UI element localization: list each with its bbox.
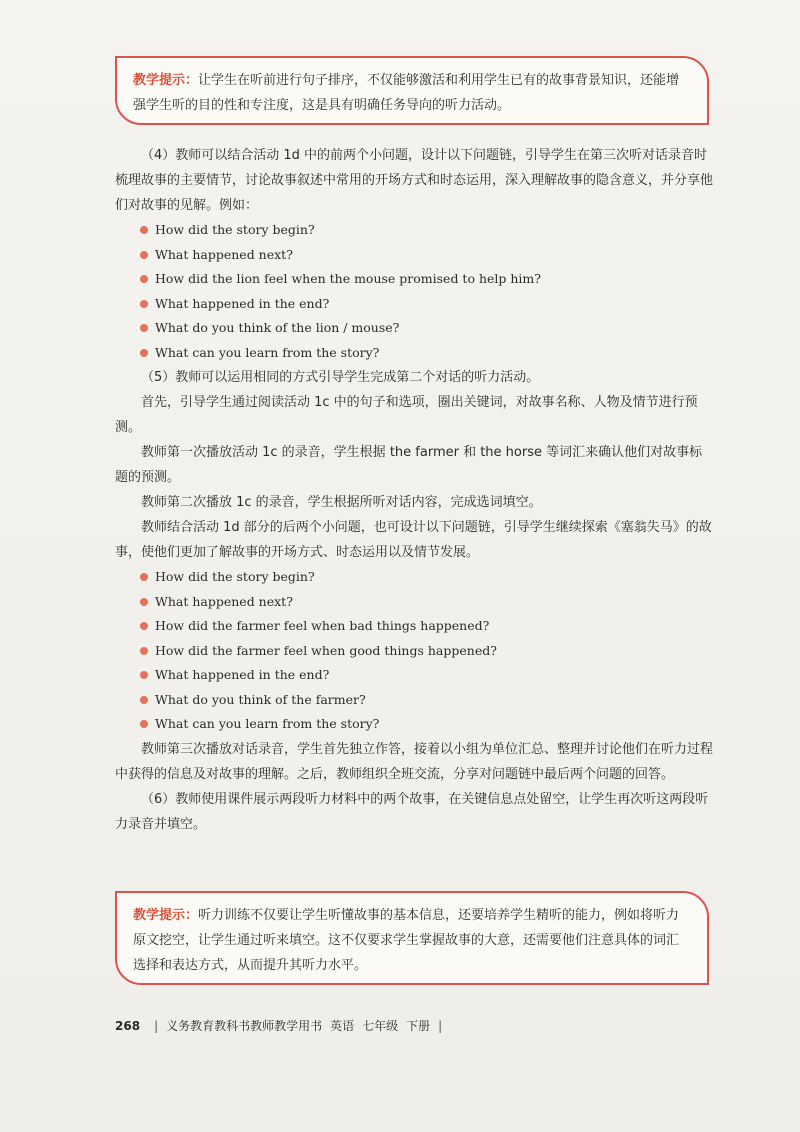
bullet-dot-icon [140,573,148,581]
bullet-dot-icon [140,275,148,283]
tip-text: 让学生在听前进行句子排序，不仅能够激活和利用学生已有的故事背景知识，还能增强学生听的目的性和专注度，这是具有明确任务导向的听力活动。 [133,73,680,113]
bullet-dot-icon [140,622,148,630]
question-list-2 [115,565,715,737]
teaching-tip-box [115,56,709,125]
bullet-dot-icon [140,696,148,704]
list-item: How did the story begin? [115,218,715,243]
bullet-dot-icon [140,720,148,728]
main-content [115,143,715,837]
list-item: How did the farmer feel when bad things happened? [115,614,715,639]
bullet-dot-icon [140,598,148,606]
list-item: What happened next? [115,590,715,615]
list-item: What do you think of the lion / mouse? [115,316,715,341]
tip-text: 听力训练不仅要让学生听懂故事的基本信息，还要培养学生精听的能力，例如将听力原文挖空，让学生通过听来填空。这不仅要求学生掌握故事的大意，还需要他们注意具体的词汇选择和表达方式，从而提升其听力水平。 [133,908,680,973]
bullet-dot-icon [140,671,148,679]
paragraph-5: （5）教师可以运用相同的方式引导学生完成第二个对话的听力活动。 [141,370,540,385]
paragraph-5b: 教师第一次播放活动 1c 的录音，学生根据 the farmer 和 the horse 等词汇来确认他们对故事标题的预测。 [115,445,703,485]
page-number: 268 [115,1018,141,1033]
grade: 七年级 [362,1019,399,1033]
paragraph-5e: 教师第三次播放对话录音，学生首先独立作答，接着以小组为单位汇总、整理并讨论他们在听力过程中获得的信息及对故事的理解。之后，教师组织全班交流，分享对问题链中最后两个问题的回答。 [115,741,714,782]
paragraph-5d: 教师结合活动 1d 部分的后两个小问题，也可设计以下问题链，引导学生继续探索《塞翁失马》的故事，使他们更加了解故事的开场方式、时态运用以及情节发展。 [115,520,712,560]
list-item: How did the farmer feel when good things happened? [115,639,715,664]
subject: 英语 [330,1019,355,1033]
paragraph-5c: 教师第二次播放 1c 的录音，学生根据所听对话内容，完成选词填空。 [141,495,542,510]
list-item: What can you learn from the story? [115,712,715,737]
paragraph-5a: 首先，引导学生通过阅读活动 1c 中的句子和选项，圈出关键词，对故事名称、人物及情节进行预测。 [115,395,698,435]
bullet-dot-icon [140,647,148,655]
footer-separator-end: | [438,1018,443,1033]
tip-label: 教学提示： [133,908,199,923]
bullet-dot-icon [140,324,148,332]
bullet-dot-icon [140,349,148,357]
volume: 下册 [406,1019,431,1033]
list-item: What happened next? [115,243,715,268]
paragraph-6: （6）教师使用课件展示两段听力材料中的两个故事，在关键信息点处留空，让学生再次听这两段听力录音并填空。 [115,791,709,832]
footer-separator: | [154,1018,159,1033]
paragraph-4: （4）教师可以结合活动 1d 中的前两个小问题，设计以下问题链，引导学生在第三次听对话录音时梳理故事的主要情节，讨论故事叙述中常用的开场方式和时态运用，深入理解故事的隐含意义，并分享他们对故事的见解。例如： [115,148,714,213]
list-item: What can you learn from the story? [115,341,715,366]
teaching-tip-box-2 [115,891,709,985]
list-item: What do you think of the farmer? [115,688,715,713]
bullet-dot-icon [140,300,148,308]
bullet-dot-icon [140,226,148,234]
tip-label: 教学提示： [133,73,199,88]
list-item: What happened in the end? [115,663,715,688]
list-item: How did the story begin? [115,565,715,590]
page-footer [115,1017,442,1034]
list-item: What happened in the end? [115,292,715,317]
list-item: How did the lion feel when the mouse promised to help him? [115,267,715,292]
bullet-dot-icon [140,251,148,259]
question-list-1 [115,218,715,365]
book-title: 义务教育教科书教师教学用书 [166,1019,323,1033]
